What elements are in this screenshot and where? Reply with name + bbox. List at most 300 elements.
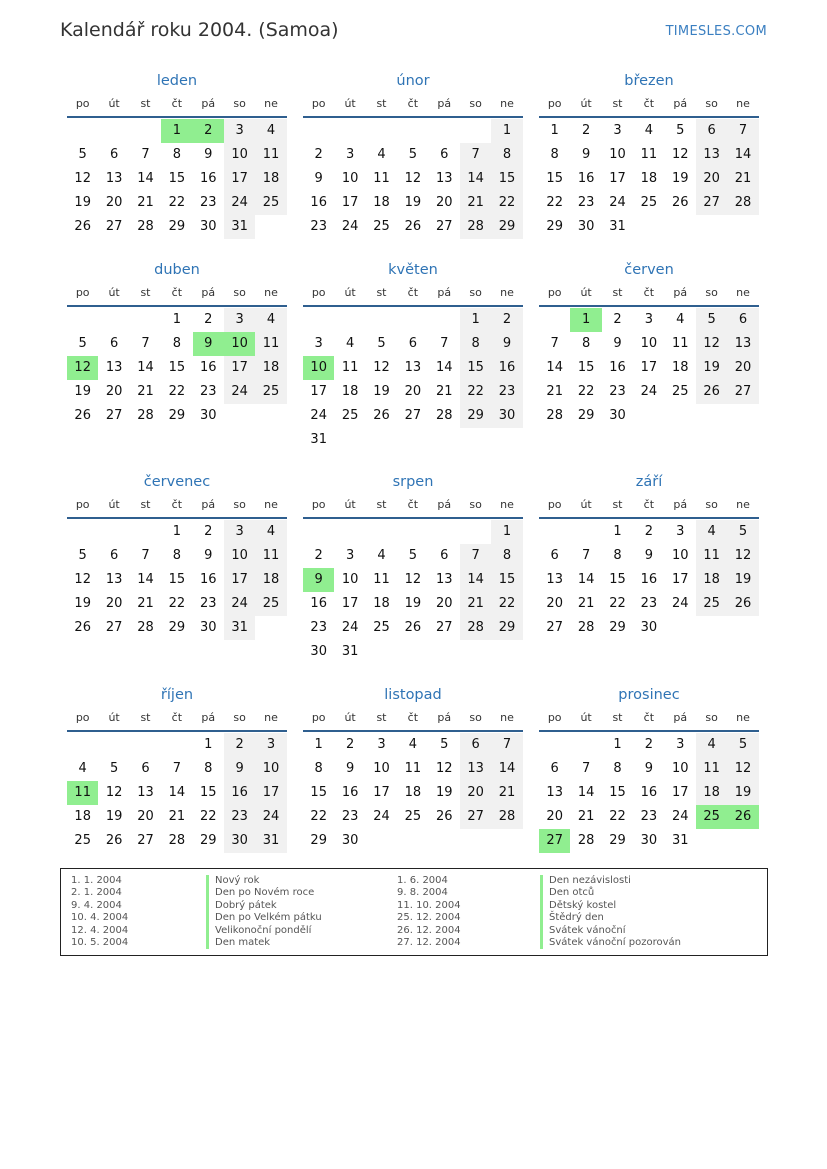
weekday-label: so	[705, 711, 718, 724]
weekday-label: po	[311, 286, 326, 299]
day-cell: 25	[255, 592, 286, 616]
day-cell: 1	[314, 737, 323, 752]
weekday-label: čt	[643, 711, 655, 724]
empty-cell	[539, 308, 570, 332]
weekday-label: pá	[201, 286, 216, 299]
day-cell: 19	[727, 781, 758, 805]
day-cell: 11	[671, 336, 689, 351]
day-cell: 6	[550, 761, 559, 776]
day-cell: 3	[613, 123, 622, 138]
day-cell: 17	[671, 572, 689, 587]
day-cell: 7	[141, 548, 150, 563]
weekday-label: čt	[407, 97, 419, 110]
day-cell: 17	[609, 171, 626, 186]
month-1	[303, 70, 523, 239]
day-cell: 24	[255, 805, 286, 829]
day-cell: 16	[341, 785, 359, 800]
day-cell: 28	[435, 408, 453, 423]
day-cell: 27	[435, 620, 453, 635]
day-cell: 23	[310, 219, 327, 234]
day-cell: 14	[168, 785, 186, 800]
empty-cell	[397, 119, 428, 143]
empty-cell	[397, 308, 428, 332]
day-cell: 10	[640, 336, 658, 351]
day-cell: 4	[408, 737, 417, 752]
day-cell: 15	[491, 167, 522, 191]
day-cell: 10	[373, 761, 390, 776]
day-cell: 9	[581, 147, 591, 162]
weekday-label: čt	[171, 711, 183, 724]
weekday-label: po	[547, 711, 562, 724]
day-cell: 14	[435, 360, 453, 375]
day-cell: 1	[204, 737, 213, 752]
legend-holiday-name: Svátek vánoční	[540, 925, 681, 937]
day-cell: 23	[224, 805, 255, 829]
day-cell: 29	[546, 219, 563, 234]
day-cell: 16	[199, 572, 217, 587]
day-grid	[539, 308, 759, 428]
day-cell: 5	[408, 548, 417, 563]
weekday-label: ne	[736, 498, 750, 511]
day-cell: 14	[460, 568, 491, 592]
empty-cell	[570, 520, 601, 544]
day-cell: 13	[404, 360, 422, 375]
day-cell: 25	[255, 191, 286, 215]
day-cell: 28	[577, 833, 595, 848]
day-cell: 8	[314, 761, 323, 776]
legend-holiday-name: Den matek	[206, 937, 322, 949]
day-cell: 10	[255, 757, 286, 781]
day-cell: 10	[341, 572, 359, 587]
day-cell: 23	[199, 384, 217, 399]
day-cell: 5	[78, 147, 87, 162]
weekday-label: út	[108, 711, 120, 724]
day-cell: 9	[314, 171, 323, 186]
day-cell: 8	[613, 761, 622, 776]
day-cell: 29	[609, 620, 626, 635]
day-cell: 22	[460, 380, 491, 404]
day-cell: 9	[613, 336, 622, 351]
day-cell: 28	[727, 191, 758, 215]
legend-holiday-name: Svátek vánoční pozorován	[540, 937, 681, 949]
day-cell: 12	[404, 171, 422, 186]
day-cell: 31	[224, 616, 255, 640]
weekday-label: ne	[500, 711, 514, 724]
day-cell: 20	[435, 195, 453, 210]
day-cell: 18	[341, 384, 359, 399]
page-title: Kalendář roku 2004. (Samoa)	[60, 19, 339, 41]
holiday-day-cell: 9	[303, 568, 334, 592]
legend-names-right	[540, 875, 681, 949]
day-cell: 7	[460, 544, 491, 568]
day-cell: 22	[577, 384, 595, 399]
month-name: říjen	[160, 687, 194, 703]
day-cell: 19	[74, 195, 91, 210]
day-cell: 15	[546, 171, 563, 186]
holiday-day-cell: 2	[193, 119, 224, 143]
weekday-label: ne	[264, 711, 278, 724]
day-cell: 25	[404, 809, 422, 824]
day-cell: 19	[74, 384, 91, 399]
empty-cell	[460, 520, 491, 544]
day-cell: 13	[546, 785, 563, 800]
day-cell: 13	[137, 785, 154, 800]
empty-cell	[539, 733, 570, 757]
day-cell: 26	[74, 408, 91, 423]
weekday-label: ne	[264, 498, 278, 511]
weekday-header	[539, 92, 759, 118]
day-grid	[67, 733, 287, 853]
day-cell: 29	[577, 408, 595, 423]
day-cell: 19	[696, 356, 727, 380]
empty-cell	[303, 520, 334, 544]
weekday-label: út	[344, 498, 356, 511]
month-9	[67, 684, 287, 853]
day-cell: 19	[105, 809, 123, 824]
day-cell: 9	[644, 761, 653, 776]
day-cell: 24	[224, 592, 255, 616]
day-cell: 2	[644, 737, 653, 752]
day-cell: 16	[609, 360, 626, 375]
day-cell: 19	[74, 596, 91, 611]
day-cell: 24	[224, 191, 255, 215]
day-grid	[67, 308, 287, 428]
day-cell: 21	[137, 596, 154, 611]
day-cell: 6	[141, 761, 150, 776]
day-cell: 6	[109, 548, 119, 563]
empty-cell	[366, 308, 397, 332]
day-cell: 17	[640, 360, 658, 375]
day-cell: 9	[345, 761, 355, 776]
day-cell: 22	[168, 195, 186, 210]
day-cell: 23	[577, 195, 595, 210]
day-cell: 2	[613, 312, 622, 327]
day-cell: 7	[491, 733, 522, 757]
day-cell: 6	[408, 336, 417, 351]
day-cell: 4	[644, 123, 653, 138]
month-4	[303, 259, 523, 452]
day-cell: 9	[644, 548, 653, 563]
day-cell: 13	[105, 360, 123, 375]
empty-cell	[429, 308, 460, 332]
weekday-label: pá	[673, 97, 688, 110]
day-cell: 21	[137, 384, 154, 399]
weekday-label: so	[469, 498, 482, 511]
legend-date: 11. 10. 2004	[397, 899, 461, 911]
day-cell: 11	[404, 761, 422, 776]
day-cell: 18	[696, 781, 727, 805]
weekday-label: st	[612, 286, 623, 299]
empty-cell	[539, 520, 570, 544]
empty-cell	[460, 119, 491, 143]
weekday-label: čt	[407, 286, 419, 299]
day-cell: 14	[137, 171, 154, 186]
day-cell: 13	[105, 572, 123, 587]
weekday-label: st	[612, 498, 623, 511]
day-cell: 14	[491, 757, 522, 781]
day-cell: 6	[109, 336, 119, 351]
day-cell: 21	[577, 596, 595, 611]
weekday-label: st	[140, 498, 151, 511]
holiday-day-cell: 12	[67, 356, 98, 380]
day-cell: 4	[255, 520, 286, 544]
day-cell: 18	[255, 167, 286, 191]
legend-date: 25. 12. 2004	[397, 912, 461, 924]
day-cell: 13	[546, 572, 563, 587]
day-cell: 13	[696, 143, 727, 167]
weekday-label: ne	[736, 711, 750, 724]
day-cell: 23	[640, 596, 658, 611]
day-cell: 12	[727, 544, 758, 568]
day-cell: 5	[727, 733, 758, 757]
day-cell: 30	[310, 644, 327, 659]
weekday-label: po	[311, 498, 326, 511]
day-cell: 6	[696, 119, 727, 143]
day-cell: 18	[373, 195, 390, 210]
day-cell: 4	[255, 119, 286, 143]
day-cell: 26	[435, 809, 453, 824]
empty-cell	[570, 733, 601, 757]
day-cell: 7	[460, 143, 491, 167]
weekday-label: pá	[673, 498, 688, 511]
day-cell: 20	[546, 809, 563, 824]
weekday-label: čt	[643, 97, 655, 110]
day-cell: 28	[137, 219, 154, 234]
weekday-label: pá	[201, 97, 216, 110]
day-cell: 24	[671, 596, 689, 611]
day-cell: 22	[168, 596, 186, 611]
day-cell: 27	[105, 408, 123, 423]
month-name: květen	[388, 262, 438, 278]
day-cell: 9	[204, 147, 213, 162]
day-cell: 1	[172, 524, 181, 539]
weekday-label: čt	[171, 97, 183, 110]
day-cell: 9	[224, 757, 255, 781]
empty-cell	[334, 119, 365, 143]
day-grid	[67, 119, 287, 239]
day-cell: 9	[491, 332, 522, 356]
day-cell: 18	[404, 785, 422, 800]
day-cell: 23	[199, 195, 217, 210]
legend-names-left	[206, 875, 322, 949]
day-cell: 17	[341, 195, 359, 210]
day-cell: 21	[727, 167, 758, 191]
legend-holiday-name: Den otců	[540, 887, 681, 899]
day-cell: 14	[460, 167, 491, 191]
day-cell: 3	[255, 733, 286, 757]
day-cell: 19	[373, 384, 390, 399]
day-cell: 27	[546, 620, 563, 635]
day-cell: 18	[696, 568, 727, 592]
day-cell: 20	[137, 809, 154, 824]
day-cell: 30	[199, 620, 217, 635]
weekday-label: ne	[500, 498, 514, 511]
day-cell: 28	[137, 620, 154, 635]
empty-cell	[161, 733, 192, 757]
day-cell: 2	[314, 147, 323, 162]
day-cell: 13	[727, 332, 758, 356]
day-cell: 13	[435, 171, 453, 186]
day-cell: 20	[105, 596, 123, 611]
weekday-label: st	[140, 97, 151, 110]
day-cell: 20	[435, 596, 453, 611]
weekday-label: po	[311, 711, 326, 724]
day-cell: 2	[345, 737, 355, 752]
weekday-header	[303, 706, 523, 732]
weekday-label: st	[376, 286, 387, 299]
day-cell: 5	[727, 520, 758, 544]
weekday-header	[539, 281, 759, 307]
weekday-label: so	[705, 498, 718, 511]
day-cell: 23	[310, 620, 327, 635]
weekday-label: st	[376, 97, 387, 110]
day-cell: 8	[491, 143, 522, 167]
day-cell: 26	[373, 408, 390, 423]
day-cell: 16	[640, 785, 658, 800]
weekday-label: čt	[643, 498, 655, 511]
day-cell: 9	[204, 548, 213, 563]
day-cell: 24	[310, 408, 327, 423]
brand-logo-text[interactable]: TIMESLES.COM	[665, 24, 767, 39]
weekday-label: út	[344, 286, 356, 299]
day-cell: 6	[440, 548, 449, 563]
day-cell: 27	[727, 380, 758, 404]
day-cell: 22	[491, 191, 522, 215]
day-cell: 25	[341, 408, 359, 423]
day-cell: 18	[373, 596, 390, 611]
day-cell: 20	[727, 356, 758, 380]
day-cell: 3	[644, 312, 653, 327]
day-cell: 5	[696, 308, 727, 332]
month-7	[303, 471, 523, 664]
day-cell: 7	[581, 761, 591, 776]
day-cell: 8	[581, 336, 591, 351]
holiday-day-cell: 1	[570, 308, 601, 332]
day-cell: 19	[671, 171, 689, 186]
weekday-label: st	[140, 711, 151, 724]
day-cell: 31	[224, 215, 255, 239]
weekday-label: pá	[437, 286, 452, 299]
weekday-label: po	[75, 286, 90, 299]
day-cell: 25	[373, 219, 390, 234]
day-cell: 3	[345, 147, 355, 162]
weekday-label: pá	[437, 498, 452, 511]
day-cell: 12	[696, 332, 727, 356]
day-cell: 2	[491, 308, 522, 332]
empty-cell	[303, 119, 334, 143]
empty-cell	[366, 520, 397, 544]
legend-dates-left	[71, 875, 128, 949]
day-cell: 30	[199, 219, 217, 234]
empty-cell	[67, 733, 98, 757]
legend-date: 10. 4. 2004	[71, 912, 129, 924]
day-cell: 28	[491, 805, 522, 829]
weekday-label: út	[108, 498, 120, 511]
day-cell: 15	[491, 568, 522, 592]
day-cell: 30	[491, 404, 522, 428]
day-cell: 7	[581, 548, 591, 563]
day-cell: 21	[435, 384, 453, 399]
day-cell: 20	[696, 167, 727, 191]
day-cell: 19	[435, 785, 453, 800]
day-cell: 31	[341, 644, 359, 659]
day-cell: 3	[345, 548, 355, 563]
day-cell: 5	[676, 123, 685, 138]
day-cell: 28	[546, 408, 563, 423]
day-cell: 19	[404, 596, 422, 611]
weekday-header	[67, 493, 287, 519]
day-cell: 17	[671, 785, 689, 800]
day-cell: 23	[341, 809, 359, 824]
month-0	[67, 70, 287, 239]
day-cell: 29	[168, 219, 186, 234]
day-cell: 16	[310, 195, 327, 210]
day-cell: 30	[224, 829, 255, 853]
day-grid	[303, 733, 523, 853]
month-11	[539, 684, 759, 853]
day-cell: 14	[577, 572, 595, 587]
weekday-header	[303, 281, 523, 307]
day-cell: 4	[696, 520, 727, 544]
empty-cell	[130, 119, 161, 143]
weekday-label: út	[580, 498, 592, 511]
day-cell: 26	[404, 219, 422, 234]
day-cell: 8	[172, 147, 181, 162]
day-cell: 10	[224, 544, 255, 568]
weekday-label: st	[612, 97, 623, 110]
weekday-label: so	[705, 97, 718, 110]
legend-date: 10. 5. 2004	[71, 937, 129, 949]
day-cell: 27	[105, 219, 123, 234]
day-cell: 24	[373, 809, 390, 824]
day-cell: 3	[676, 737, 685, 752]
day-cell: 8	[460, 332, 491, 356]
day-cell: 5	[109, 761, 119, 776]
weekday-label: st	[140, 286, 151, 299]
weekday-label: po	[75, 711, 90, 724]
day-grid	[67, 520, 287, 640]
weekday-header	[303, 493, 523, 519]
day-cell: 11	[255, 544, 286, 568]
legend-date: 12. 4. 2004	[71, 924, 129, 936]
legend-holiday-name: Den po Novém roce	[206, 887, 322, 899]
weekday-label: st	[376, 498, 387, 511]
weekday-label: ne	[264, 97, 278, 110]
day-cell: 29	[168, 620, 186, 635]
day-cell: 7	[727, 119, 758, 143]
day-cell: 16	[199, 360, 217, 375]
day-cell: 12	[74, 171, 91, 186]
day-cell: 1	[460, 308, 491, 332]
day-cell: 22	[609, 596, 626, 611]
day-cell: 20	[105, 384, 123, 399]
holiday-day-cell: 10	[224, 332, 255, 356]
day-cell: 16	[199, 171, 217, 186]
day-cell: 21	[577, 809, 595, 824]
weekday-label: so	[233, 286, 246, 299]
day-cell: 8	[613, 548, 622, 563]
empty-cell	[98, 119, 129, 143]
day-cell: 1	[613, 737, 622, 752]
day-cell: 3	[314, 336, 323, 351]
day-cell: 16	[224, 781, 255, 805]
legend-date: 26. 12. 2004	[397, 924, 461, 936]
day-cell: 18	[74, 809, 91, 824]
day-cell: 3	[676, 524, 685, 539]
month-name: únor	[396, 73, 430, 89]
day-cell: 26	[671, 195, 689, 210]
day-cell: 27	[137, 833, 154, 848]
